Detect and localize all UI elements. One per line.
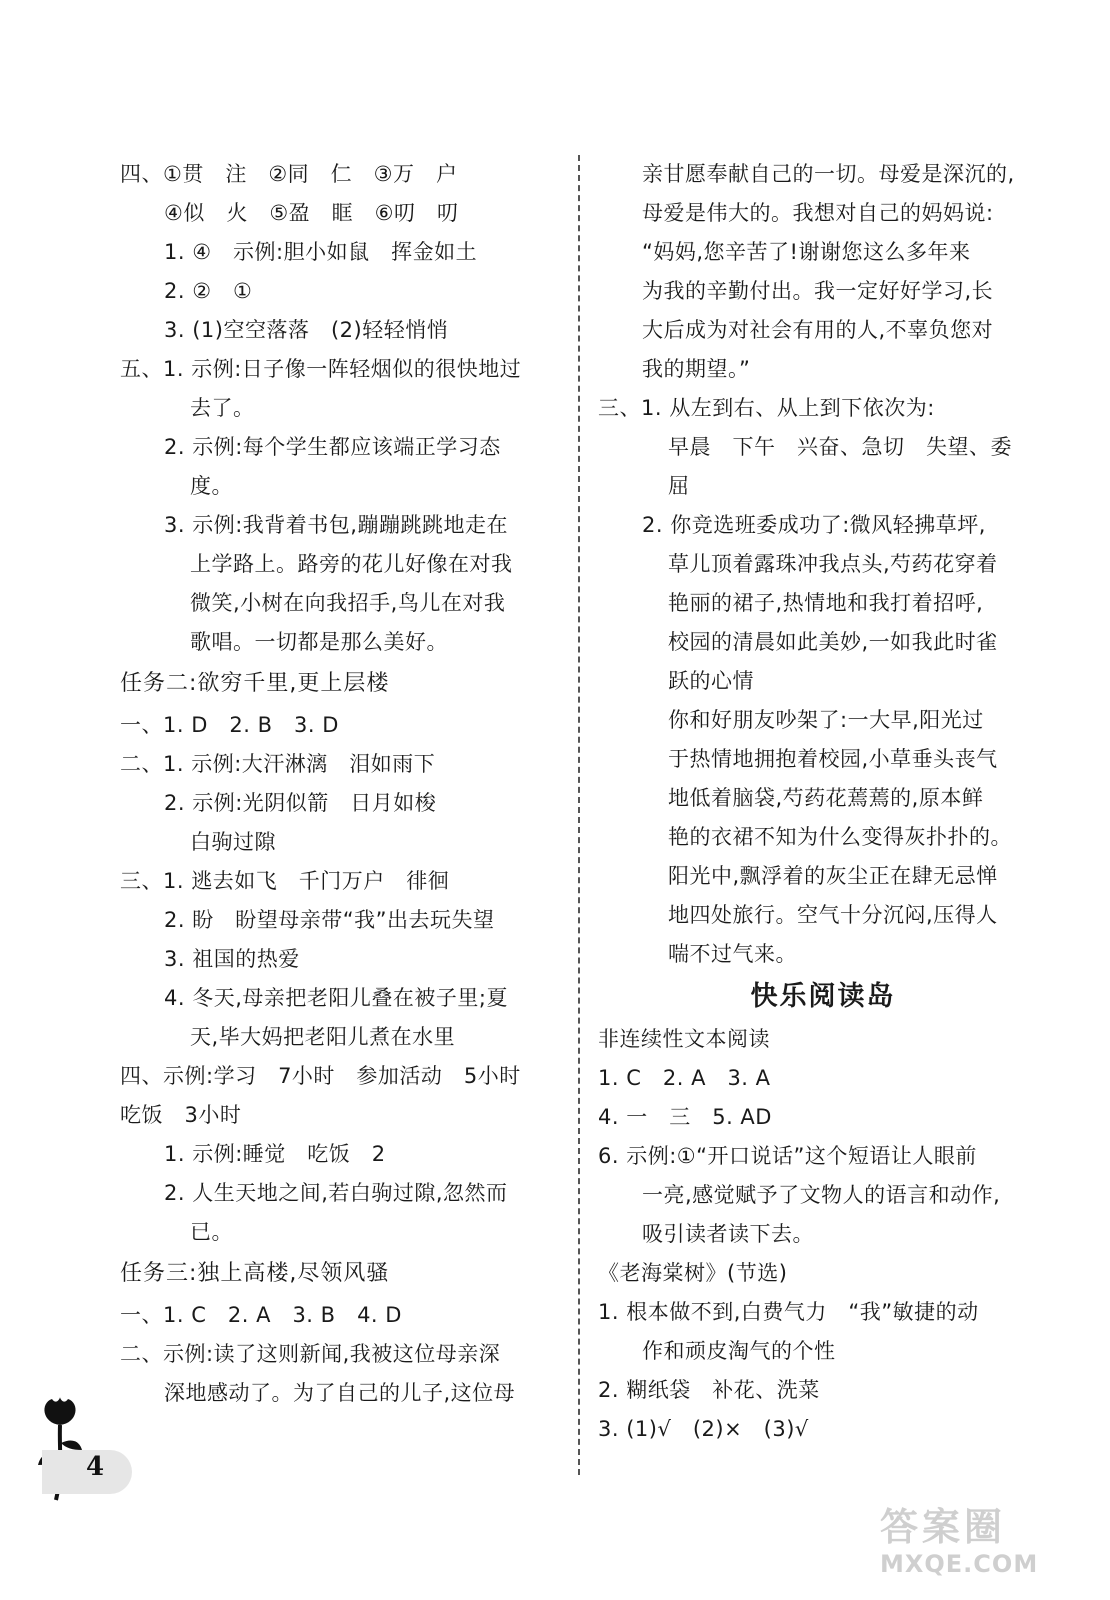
answer-line: ④似 火 ⑤盈 眶 ⑥叨 叨 <box>164 201 459 225</box>
watermark <box>880 1505 1080 1590</box>
answer-line: 你和好朋友吵架了:一大早,阳光过 <box>668 708 984 732</box>
answer-line: 2. 你竞选班委成功了:微风轻拂草坪, <box>642 513 986 537</box>
answer-line: 1. 根本做不到,白费气力 “我”敏捷的动 <box>598 1300 979 1324</box>
answer-line: 地低着脑袋,芍药花蔫蔫的,原本鲜 <box>668 786 984 810</box>
answer-line: 为我的辛勤付出。我一定好好学习,长 <box>642 279 994 303</box>
section-title: 任务三:独上高楼,尽领风骚 <box>120 1261 390 1286</box>
answer-line: 2. 人生天地之间,若白驹过隙,忽然而 <box>164 1181 508 1205</box>
answer-line: 2. 示例:每个学生都应该端正学习态 <box>164 435 501 459</box>
answer-line: “妈妈,您辛苦了!谢谢您这么多年来 <box>642 240 971 264</box>
answer-line: 非连续性文本阅读 <box>598 1027 770 1051</box>
answer-line: 五、1. 示例:日子像一阵轻烟似的很快地过 <box>120 357 522 381</box>
answer-line: 度。 <box>190 474 233 498</box>
left-column <box>120 155 560 1413</box>
answer-line: 3. 祖国的热爱 <box>164 947 300 971</box>
answer-line: 上学路上。路旁的花儿好像在对我 <box>190 552 513 576</box>
answer-line: 校园的清晨如此美妙,一如我此时雀 <box>668 630 998 654</box>
answer-line: 于热情地拥抱着校园,小草垂头丧气 <box>668 747 998 771</box>
section-heading: 快乐阅读岛 <box>750 981 896 1012</box>
answer-line: 2. 糊纸袋 补花、洗菜 <box>598 1378 820 1402</box>
answer-line: 2. ② ① <box>164 279 253 303</box>
answer-line: 一、1. D 2. B 3. D <box>120 713 339 737</box>
answer-line: 一、1. C 2. A 3. B 4. D <box>120 1303 402 1327</box>
answer-line: 4. 冬天,母亲把老阳儿叠在被子里;夏 <box>164 986 508 1010</box>
answer-line: 屈 <box>668 474 690 498</box>
answer-line: 我的期望。” <box>642 357 751 381</box>
answer-line: 艳的衣裙不知为什么变得灰扑扑的。 <box>668 825 1012 849</box>
answer-line: 1. C 2. A 3. A <box>598 1066 771 1090</box>
answer-line: 1. ④ 示例:胆小如鼠 挥金如土 <box>164 240 478 264</box>
right-column <box>598 155 1048 1449</box>
answer-line: 四、①贯 注 ②同 仁 ③万 户 <box>120 162 458 186</box>
answer-line: 已。 <box>190 1220 233 1244</box>
answer-line: 二、1. 示例:大汗淋漓 泪如雨下 <box>120 752 436 776</box>
answer-line: 早晨 下午 兴奋、急切 失望、委 <box>668 435 1012 459</box>
page-number: 4 <box>86 1452 105 1482</box>
answer-line: 三、1. 逃去如飞 千门万户 徘徊 <box>120 869 450 893</box>
answer-line: 微笑,小树在向我招手,鸟儿在对我 <box>190 591 506 615</box>
answer-line: 去了。 <box>190 396 255 420</box>
answer-line: 三、1. 从左到右、从上到下依次为: <box>598 396 935 420</box>
watermark-logo-text: 答案圈 <box>880 1505 1007 1549</box>
answer-line: 大后成为对社会有用的人,不辜负您对 <box>642 318 994 342</box>
answer-line: 深地感动了。为了自己的儿子,这位母 <box>164 1381 516 1405</box>
answer-line: 吸引读者读下去。 <box>642 1222 814 1246</box>
answer-line: 白驹过隙 <box>190 830 276 854</box>
answer-line: 6. 示例:①“开口说话”这个短语让人眼前 <box>598 1144 977 1168</box>
answer-line: 作和顽皮淘气的个性 <box>642 1339 836 1363</box>
answer-line: 歌唱。一切都是那么美好。 <box>190 630 448 654</box>
answer-line: 3. (1)空空落落 (2)轻轻悄悄 <box>164 318 449 342</box>
answer-line: 二、示例:读了这则新闻,我被这位母亲深 <box>120 1342 501 1366</box>
answer-line: 阳光中,飘浮着的灰尘正在肆无忌惮 <box>668 864 998 888</box>
answer-line: 吃饭 3小时 <box>120 1103 242 1127</box>
answer-line: 2. 示例:光阴似箭 日月如梭 <box>164 791 437 815</box>
answer-line: 喘不过气来。 <box>668 942 797 966</box>
answer-line: 3. (1)√ (2)× (3)√ <box>598 1417 809 1441</box>
answer-line: 天,毕大妈把老阳儿煮在水里 <box>190 1025 456 1049</box>
answer-line: 地四处旅行。空气十分沉闷,压得人 <box>668 903 998 927</box>
watermark-url: MXQE.COM <box>880 1550 1039 1578</box>
answer-line: 1. 示例:睡觉 吃饭 2 <box>164 1142 386 1166</box>
answer-line: 母爱是伟大的。我想对自己的妈妈说: <box>642 201 994 225</box>
answer-line: 跃的心情 <box>668 669 754 693</box>
answer-line: 《老海棠树》(节选) <box>598 1261 788 1285</box>
column-divider <box>578 155 580 1475</box>
answer-line: 3. 示例:我背着书包,蹦蹦跳跳地走在 <box>164 513 508 537</box>
answer-line: 四、示例:学习 7小时 参加活动 5小时 <box>120 1064 521 1088</box>
answer-line: 4. 一 三 5. AD <box>598 1105 772 1129</box>
section-title: 任务二:欲穷千里,更上层楼 <box>120 671 390 696</box>
answer-line: 艳丽的裙子,热情地和我打着招呼, <box>668 591 984 615</box>
answer-line: 一亮,感觉赋予了文物人的语言和动作, <box>642 1183 1001 1207</box>
answer-line: 亲甘愿奉献自己的一切。母爱是深沉的, <box>642 162 1015 186</box>
answer-line: 2. 盼 盼望母亲带“我”出去玩失望 <box>164 908 495 932</box>
answer-line: 草儿顶着露珠冲我点头,芍药花穿着 <box>668 552 998 576</box>
